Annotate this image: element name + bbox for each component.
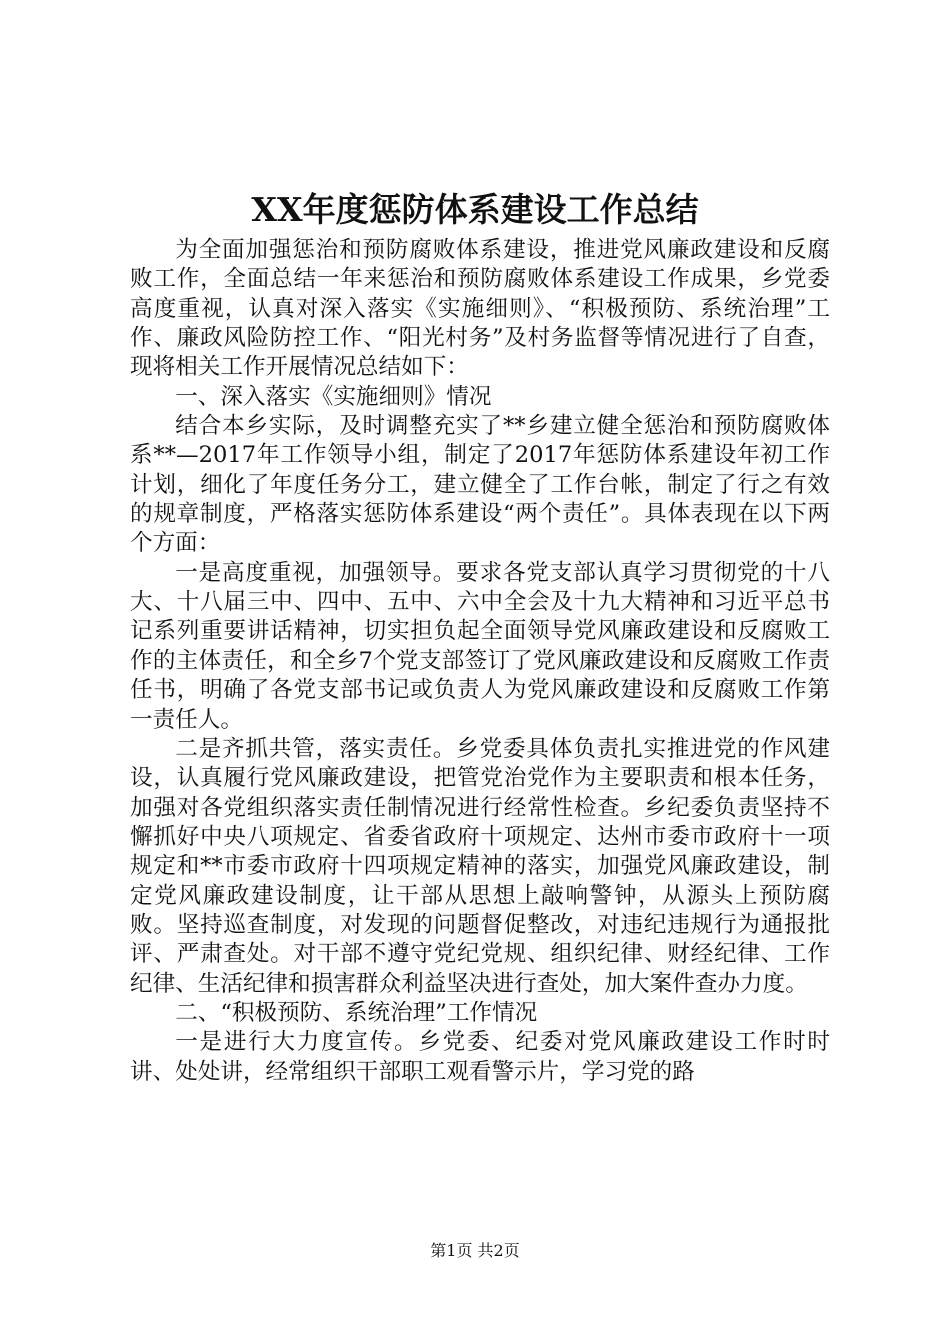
paragraph-3: 二是齐抓共管，落实责任。乡党委具体负责扎实推进党的作风建设，认真履行党风廉政建设，把管党治党作为主要职责和根本任务，加强对各党组织落实责任制情况进行经常性检查。乡纪委负责坚持不懈抓好中央八项规定、省委省政府十项规定、达州市委市政府十一项规定和**市委市政府十四项规定精神的落实，加强党风廉政建设，制定党风廉政建设制度，让干部从思想上敲响警钟，从源头上预防腐败。坚持巡查制度，对发现的问题督促整改，对违纪违规行为通报批评、严肃查处。对干部不遵守党纪党规、组织纪律、财经纪律、工作纪律、生活纪律和损害群众利益坚决进行查处，加大案件查办力度。 [130, 735, 830, 997]
page-footer: 第1页 共2页 [430, 1241, 520, 1260]
paragraph-1: 结合本乡实际，及时调整充实了**乡建立健全惩治和预防腐败体系**—2017年工作领导小组，制定了2017年惩防体系建设年初工作计划，细化了年度任务分工，建立健全了工作台帐，制定了行之有效的规章制度，严格落实惩防体系建设“两个责任”。具体表现在以下两个方面： [130, 413, 830, 557]
paragraph-2: 一是高度重视，加强领导。要求各党支部认真学习贯彻党的十八大、十八届三中、四中、五中、六中全会及十九大精神和习近平总书记系列重要讲话精神，切实担负起全面领导党风廉政建设和反腐败工作的主体责任，和全乡7个党支部签订了党风廉政建设和反腐败工作责任书，明确了各党支部书记或负责人为党风廉政建设和反腐败工作第一责任人。 [130, 559, 830, 733]
document-body [130, 236, 830, 1087]
section-heading-2: 二、“积极预防、系统治理”工作情况 [175, 999, 538, 1026]
document-title: XX年度惩防体系建设工作总结 [251, 190, 699, 229]
paragraph-intro: 为全面加强惩治和预防腐败体系建设，推进党风廉政建设和反腐败工作，全面总结一年来惩治和预防腐败体系建设工作成果，乡党委高度重视，认真对深入落实《实施细则》、“积极预防、系统治理”工作、廉政风险防控工作、“阳光村务”及村务监督等情况进行了自查，现将相关工作开展情况总结如下： [130, 237, 830, 381]
paragraph-4: 一是进行大力度宣传。乡党委、纪委对党风廉政建设工作时时讲、处处讲，经常组织干部职工观看警示片，学习党的路 [130, 1029, 830, 1085]
section-heading-1: 一、深入落实《实施细则》情况 [175, 383, 492, 410]
